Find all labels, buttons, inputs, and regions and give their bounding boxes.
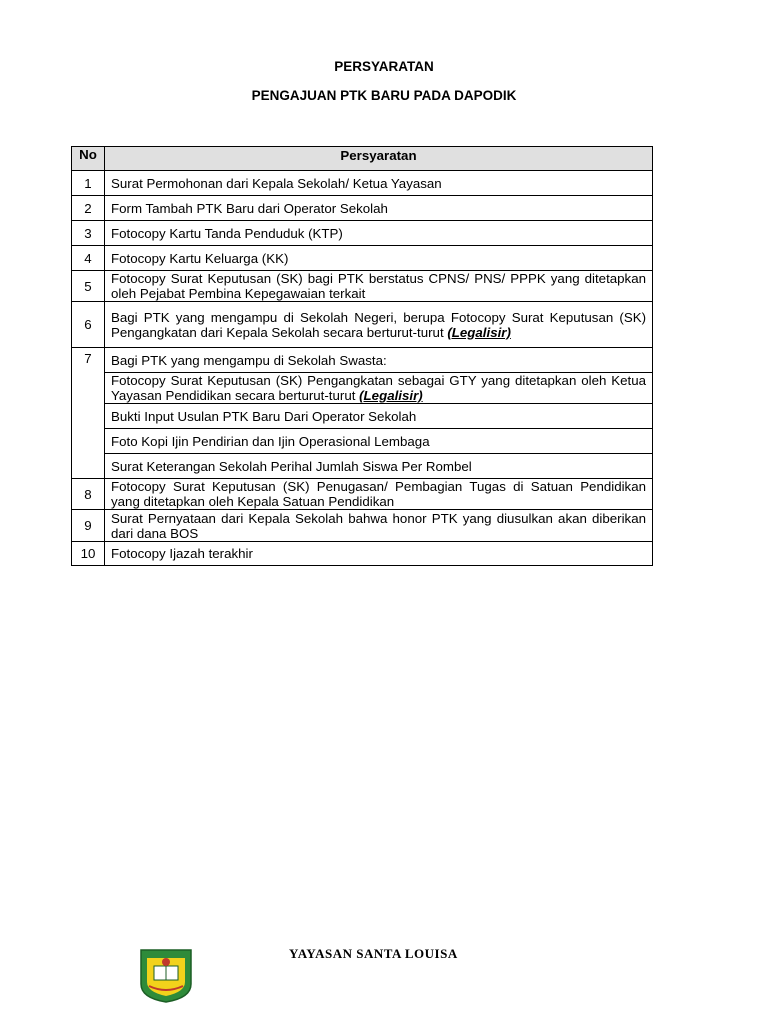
title-line-1: PERSYARATAN bbox=[334, 59, 434, 74]
table-row bbox=[72, 542, 653, 566]
row-number: 8 bbox=[72, 479, 105, 510]
table-header-row bbox=[72, 147, 653, 171]
row-text: Bukti Input Usulan PTK Baru Dari Operator Sekolah bbox=[105, 404, 653, 429]
table-row bbox=[72, 429, 653, 454]
row-text: Surat Permohonan dari Kepala Sekolah/ Ketua Yayasan bbox=[105, 171, 653, 196]
row-text bbox=[105, 373, 653, 404]
row-number: 9 bbox=[72, 510, 105, 542]
table-row bbox=[72, 221, 653, 246]
legalisir-note: (Legalisir) bbox=[447, 324, 511, 340]
table-row bbox=[72, 302, 653, 348]
row-text: Bagi PTK yang mengampu di Sekolah Swasta: bbox=[105, 348, 653, 373]
row-text-main: Fotocopy Surat Keputusan (SK) Pengangkatan sebagai GTY yang ditetapkan oleh Ketua Yayasan Pendidikan secara berturut-turut bbox=[111, 373, 646, 403]
row-text bbox=[105, 302, 653, 348]
table-row bbox=[72, 373, 653, 404]
row-number: 6 bbox=[72, 302, 105, 348]
row-number: 10 bbox=[72, 542, 105, 566]
logo-emblem bbox=[162, 958, 170, 966]
row-text: Fotocopy Surat Keputusan (SK) bagi PTK berstatus CPNS/ PNS/ PPPK yang ditetapkan oleh Pejabat Pembina Kepegawaian terkait bbox=[105, 271, 653, 302]
organization-name: YAYASAN SANTA LOUISA bbox=[289, 946, 458, 961]
row-text: Surat Keterangan Sekolah Perihal Jumlah Siswa Per Rombel bbox=[105, 454, 653, 479]
table-row bbox=[72, 404, 653, 429]
row-text: Fotocopy Kartu Keluarga (KK) bbox=[105, 246, 653, 271]
row-number: 2 bbox=[72, 196, 105, 221]
foundation-logo bbox=[137, 946, 195, 1004]
title-line-2: PENGAJUAN PTK BARU PADA DAPODIK bbox=[251, 88, 517, 103]
table-row bbox=[72, 479, 653, 510]
table-row bbox=[72, 454, 653, 479]
table-row bbox=[72, 196, 653, 221]
table-row bbox=[72, 171, 653, 196]
row-number: 7 bbox=[72, 348, 105, 479]
row-number: 1 bbox=[72, 171, 105, 196]
row-number: 3 bbox=[72, 221, 105, 246]
row-text: Fotocopy Ijazah terakhir bbox=[105, 542, 653, 566]
row-text: Form Tambah PTK Baru dari Operator Sekolah bbox=[105, 196, 653, 221]
row-number: 4 bbox=[72, 246, 105, 271]
header-requirement: Persyaratan bbox=[105, 147, 653, 171]
row-text: Fotocopy Surat Keputusan (SK) Penugasan/ Pembagian Tugas di Satuan Pendidikan yang ditetapkan oleh Kepala Satuan Pendidikan bbox=[105, 479, 653, 510]
row-text: Foto Kopi Ijin Pendirian dan Ijin Operasional Lembaga bbox=[105, 429, 653, 454]
row-number: 5 bbox=[72, 271, 105, 302]
table-row bbox=[72, 348, 653, 373]
row-text-main: Bagi PTK yang mengampu di Sekolah Negeri, berupa Fotocopy Surat Keputusan (SK) Pengangkatan dari Kepala Sekolah secara berturut-turut bbox=[111, 309, 646, 340]
row-text: Surat Pernyataan dari Kepala Sekolah bahwa honor PTK yang diusulkan akan diberikan dari dana BOS bbox=[105, 510, 653, 542]
table-row bbox=[72, 510, 653, 542]
requirements-table bbox=[71, 146, 653, 566]
row-text: Fotocopy Kartu Tanda Penduduk (KTP) bbox=[105, 221, 653, 246]
header-no: No bbox=[72, 147, 105, 171]
table-row bbox=[72, 246, 653, 271]
legalisir-note: (Legalisir) bbox=[359, 388, 423, 403]
table-row bbox=[72, 271, 653, 302]
